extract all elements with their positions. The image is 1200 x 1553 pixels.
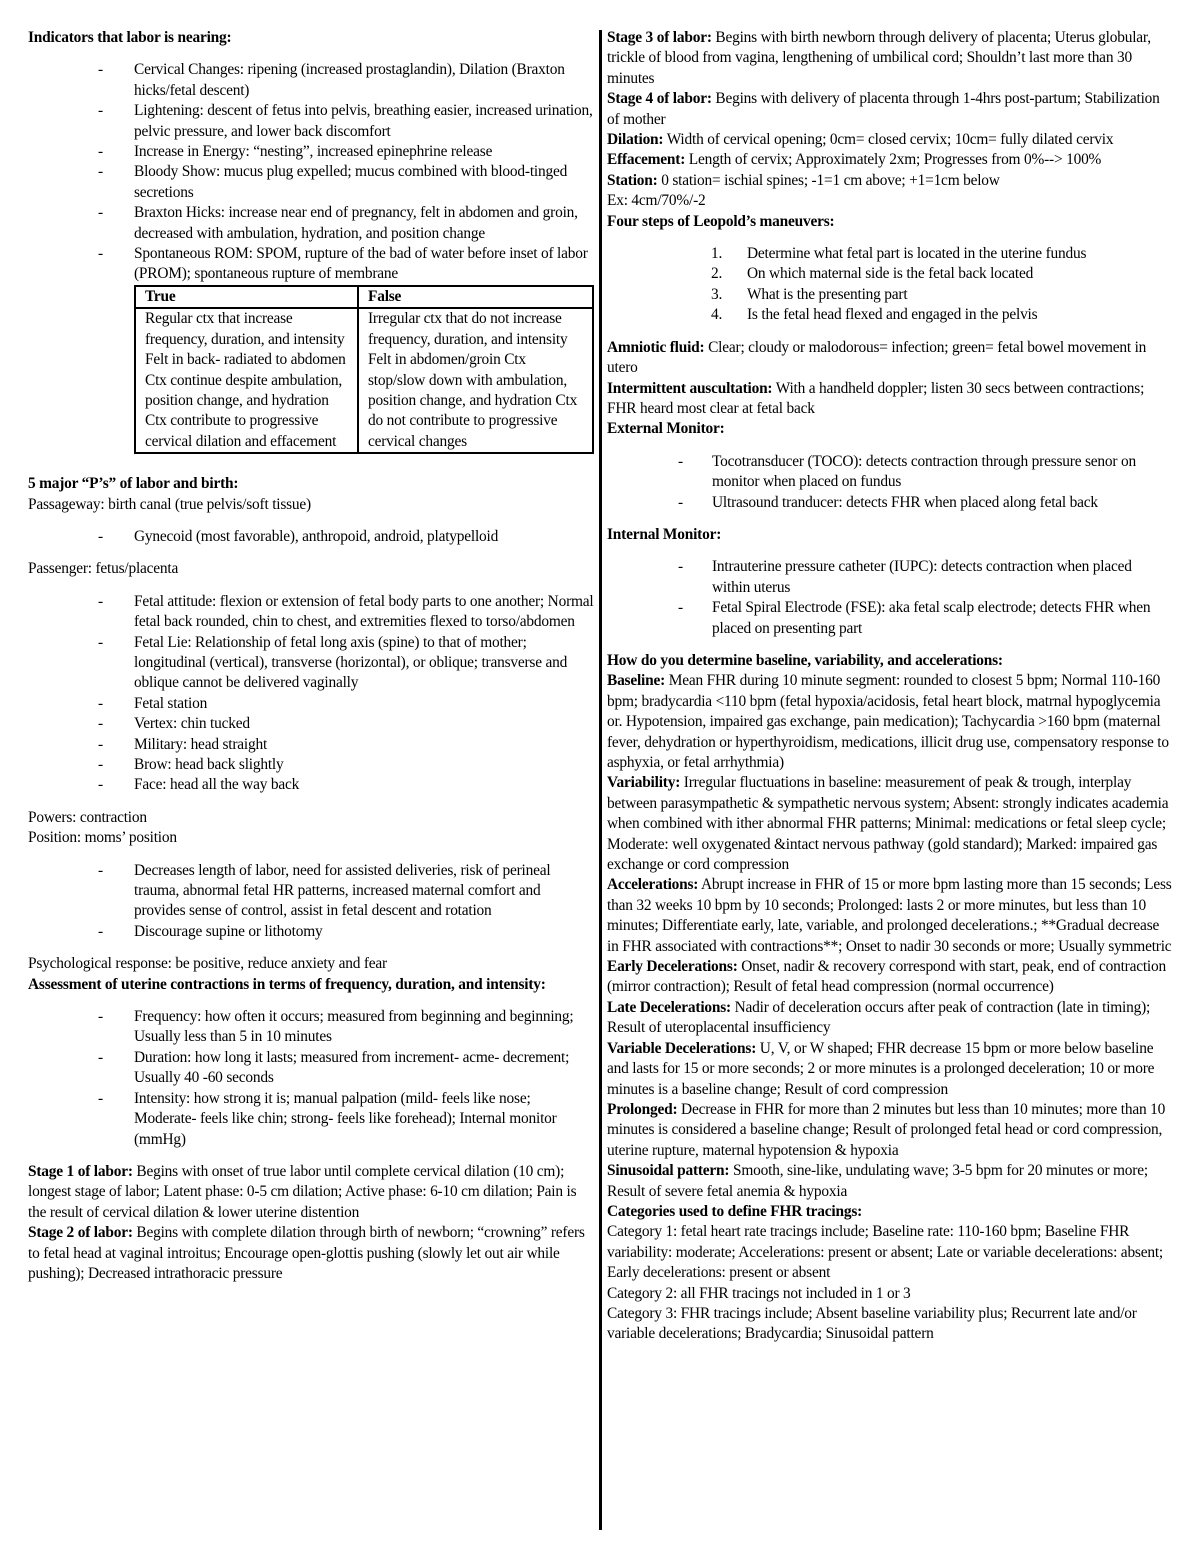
category-2-text: Category 2: all FHR tracings not included in 1 or 3	[607, 1284, 911, 1302]
late-decel-paragraph	[607, 998, 1173, 1039]
stage3-paragraph	[607, 28, 1173, 89]
list-item: - Fetal Spiral Electrode (FSE): aka fetal scalp electrode; detects FHR when placed on presenting part	[607, 598, 1173, 639]
variability-text: Irregular fluctuations in baseline: measurement of peak & trough, interplay between parasympathetic & sympathetic nervous system; Absent: strongly indicates academia when combined with ither abnormal FHR patterns; Minimal: medications or fetal sleep cycle; Moderate: well oxygenated &intact nervous pathway (gold standard); Marked: impaired gas exchange or cord compression	[607, 774, 1169, 874]
list-item: - Fetal station	[28, 694, 595, 714]
list-item: 1. Determine what fetal part is located in the uterine fundus	[711, 245, 1087, 263]
amniotic-text: Clear; cloudy or malodorous= infection; green= fetal bowel movement in utero	[607, 338, 1147, 377]
baseline-label: Baseline:	[607, 672, 666, 690]
stage4-paragraph	[607, 89, 1173, 130]
list-item: 3. What is the presenting part	[711, 285, 908, 303]
list-item: - Bloody Show: mucus plug expelled; mucus combined with blood-tinged secretions	[28, 162, 595, 203]
accelerations-text: Abrupt increase in FHR of 15 or more bpm lasting more than 15 seconds; Less than 32 weeks 10 bpm by 10 seconds; Prolonged: lasts 2 or more minutes, but less than 10 minutes; Differentiate early, late, variable, and prolonged decelerations.; **Gradual decrease in FHR associated with contractions**; Onset to nadir 30 seconds or more; Usually symmetric	[607, 876, 1172, 955]
dilation-text: Width of cervical opening; 0cm= closed cervix; 10cm= fully dilated cervix	[663, 131, 1114, 149]
stage3-label: Stage 3 of labor:	[607, 29, 712, 46]
baseline-paragraph	[607, 671, 1173, 773]
dilation-paragraph	[607, 130, 1173, 150]
stage2-text: Begins with complete dilation through birth of newborn; “crowning” refers to fetal head at vaginal introitus; Encourage open-glottis pushing (slowly let out air while pushing); Decreased intrathoracic pressure	[28, 1224, 585, 1282]
list-item: - Face: head all the way back	[28, 775, 595, 795]
list-item: - Braxton Hicks: increase near end of pregnancy, felt in abdomen and groin, decreased with ambulation, hydration, and position change	[28, 203, 595, 244]
passenger-text: Passenger: fetus/placenta	[28, 560, 179, 578]
dilation-label: Dilation:	[607, 131, 664, 149]
step-text: On which maternal side is the fetal back located	[747, 265, 1034, 283]
variability-label: Variability:	[607, 774, 681, 792]
prolonged-text: Decrease in FHR for more than 2 minutes but less than 10 minutes; more than 10 minutes is considered a baseline change; Result of prolonged fetal head or cord compression, uterine rupture, maternal hypotension & hypoxia	[607, 1100, 1166, 1159]
position-text: Position: moms’ position	[28, 829, 177, 847]
list-item: - Fetal Lie: Relationship of fetal long axis (spine) to that of mother; longitudinal (vertical), transverse (horizontal), or oblique; transverse and oblique cannot be delivered vaginally	[28, 633, 595, 694]
category-3-text: Category 3: FHR tracings include; Absent baseline variability plus; Recurrent late and/or variable decelerations; Bradycardia; Sinusoidal pattern	[607, 1304, 1137, 1343]
prolonged-label: Prolonged:	[607, 1100, 678, 1118]
late-decel-label: Late Decelerations:	[607, 998, 731, 1016]
list-item: - Brow: head back slightly	[28, 755, 595, 775]
list-item: 2. On which maternal side is the fetal back located	[711, 265, 1034, 283]
list-item: - Gynecoid (most favorable), anthropoid, android, platypelloid	[28, 527, 595, 547]
indicators-list	[28, 60, 595, 284]
station-paragraph	[607, 171, 1173, 191]
table-cell-true: Regular ctx that increase frequency, duration, and intensity Felt in back- radiated to abdomen Ctx continue despite ambulation, position change, and hydration Ctx contribute to progressive cervical dilation and effacement	[135, 308, 358, 453]
list-item: - Duration: how long it lasts; measured from increment- acme- decrement; Usually 40 -60 seconds	[28, 1048, 595, 1089]
sinusoidal-label: Sinusoidal pattern:	[607, 1162, 730, 1180]
stage1-paragraph	[28, 1162, 595, 1223]
intermittent-paragraph	[607, 379, 1173, 420]
sinusoidal-paragraph	[607, 1161, 1173, 1202]
five-ps-heading: 5 major “P’s” of labor and birth:	[28, 475, 239, 493]
accelerations-label: Accelerations:	[607, 876, 699, 894]
determine-heading: How do you determine baseline, variability, and accelerations:	[607, 651, 1003, 669]
early-decel-label: Early Decelerations:	[607, 958, 738, 976]
intermittent-label: Intermittent auscultation:	[607, 379, 773, 397]
amniotic-label: Amniotic fluid:	[607, 338, 705, 356]
list-item: - Fetal attitude: flexion or extension of fetal body parts to one another; Normal fetal back rounded, chin to chest, and extremities flexed to torso/abdomen	[28, 592, 595, 633]
psych-text: Psychological response: be positive, reduce anxiety and fear	[28, 955, 387, 973]
list-item: - Military: head straight	[28, 735, 595, 755]
step-text: Determine what fetal part is located in the uterine fundus	[747, 245, 1087, 263]
accelerations-paragraph	[607, 875, 1173, 957]
variability-paragraph	[607, 773, 1173, 875]
step-text: Is the fetal head flexed and engaged in the pelvis	[747, 306, 1038, 324]
list-item: - Decreases length of labor, need for assisted deliveries, risk of perineal trauma, abnormal fetal HR patterns, increased maternal comfort and provides sense of control, assist in fetal descent and rotation	[28, 861, 595, 922]
effacement-paragraph	[607, 150, 1173, 170]
position-list	[28, 861, 595, 943]
passageway-list	[28, 527, 595, 547]
list-item: - Cervical Changes: ripening (increased prostaglandin), Dilation (Braxton hicks/fetal descent)	[28, 60, 595, 101]
left-column	[28, 28, 595, 1284]
stage3-text: Begins with birth newborn through delivery of placenta; Uterus globular, trickle of blood from vagina, lengthening of umbilical cord; Shouldn’t last more than 30 minutes	[607, 29, 1151, 87]
stage4-label: Stage 4 of labor:	[607, 90, 712, 108]
effacement-label: Effacement:	[607, 151, 686, 169]
list-item: - Increase in Energy: “nesting”, increased epinephrine release	[28, 142, 595, 162]
internal-monitor-heading: Internal Monitor:	[607, 525, 722, 543]
effacement-text: Length of cervix; Approximately 2xm; Progresses from 0%--> 100%	[685, 151, 1102, 169]
late-decel-text: Nadir of deceleration occurs after peak of contraction (late in timing); Result of uteroplacental insufficiency	[607, 998, 1151, 1037]
example-text: Ex: 4cm/70%/-2	[607, 192, 706, 210]
internal-monitor-list	[607, 557, 1173, 639]
intermittent-text: With a handheld doppler; listen 30 secs between contractions; FHR heard most clear at fetal back	[607, 379, 1145, 417]
list-item: - Vertex: chin tucked	[28, 714, 595, 734]
variable-decel-label: Variable Decelerations:	[607, 1039, 757, 1057]
table-header-false: False	[358, 286, 593, 308]
early-decel-text: Onset, nadir & recovery correspond with start, peak, end of contraction (mirror contraction); Result of fetal head compression (normal occurrence)	[607, 958, 1166, 996]
passenger-list	[28, 592, 595, 796]
list-item: - Intensity: how strong it is; manual palpation (mild- feels like nose; Moderate- feels like chin; strong- feels like forehead); Internal monitor (mmHg)	[28, 1089, 595, 1150]
true-false-labor-table	[134, 285, 594, 454]
passageway-text: Passageway: birth canal (true pelvis/soft tissue)	[28, 495, 311, 513]
indicators-heading: Indicators that labor is nearing:	[28, 29, 232, 46]
list-item: - Ultrasound tranducer: detects FHR when placed along fetal back	[607, 493, 1173, 513]
early-decel-paragraph	[607, 957, 1173, 998]
right-column	[607, 28, 1173, 1345]
category-1-text: Category 1: fetal heart rate tracings include; Baseline rate: 110-160 bpm; Baseline FHR variability: moderate; Accelerations: present or absent; Late or variable decelerations: absent; Early decelerations: present or absent	[607, 1223, 1164, 1282]
list-item: - Tocotransducer (TOCO): detects contraction through pressure senor on monitor when placed on fundus	[607, 452, 1173, 493]
list-item: - Spontaneous ROM: SPOM, rupture of the bad of water before inset of labor (PROM); spontaneous rupture of membrane	[28, 244, 595, 285]
list-item: - Lightening: descent of fetus into pelvis, breathing easier, increased urination, pelvic pressure, and lower back discomfort	[28, 101, 595, 142]
assessment-list	[28, 1007, 595, 1150]
table-cell-false: Irregular ctx that do not increase frequency, duration, and intensity Felt in abdomen/groin Ctx stop/slow down with ambulation, position change, and hydration Ctx do not contribute to progressive cervical changes	[358, 308, 593, 453]
powers-text: Powers: contraction	[28, 808, 147, 826]
list-item: - Frequency: how often it occurs; measured from beginning and beginning; Usually less than 5 in 10 minutes	[28, 1007, 595, 1048]
station-text: 0 station= ischial spines; -1=1 cm above; +1=1cm below	[657, 171, 1000, 189]
variable-decel-text: U, V, or W shaped; FHR decrease 15 bpm or more below baseline and lasts for 15 or more seconds; 2 or more minutes is a prolonged deceleration; 10 or more minutes is a baseline change; Result of cord compression	[607, 1039, 1155, 1098]
list-item: 4. Is the fetal head flexed and engaged in the pelvis	[711, 306, 1038, 324]
leopold-steps-list	[607, 244, 1173, 326]
stage2-paragraph	[28, 1223, 595, 1284]
categories-heading: Categories used to define FHR tracings:	[607, 1202, 863, 1220]
step-text: What is the presenting part	[747, 285, 908, 303]
assessment-heading: Assessment of uterine contractions in terms of frequency, duration, and intensity:	[28, 975, 546, 993]
table-header-true: True	[135, 286, 358, 308]
stage1-text: Begins with onset of true labor until complete cervical dilation (10 cm); longest stage of labor; Latent phase: 0-5 cm dilation; Active phase: 6-10 cm dilation; Pain is the result of cervical dilation & lower uterine distention	[28, 1162, 577, 1221]
variable-decel-paragraph	[607, 1039, 1173, 1100]
stage1-label: Stage 1 of labor:	[28, 1162, 133, 1180]
stage4-text: Begins with delivery of placenta through 1-4hrs post-partum; Stabilization of mother	[607, 90, 1160, 128]
column-divider	[599, 30, 602, 1530]
baseline-text: Mean FHR during 10 minute segment: rounded to closest 5 bpm; Normal 110-160 bpm; bradycardia <110 bpm (fetal hypoxia/acidosis, fetal heart block, matrnal hypoglycemia or. Hypotension, impaired gas exchange, pain medication); Tachycardia >160 bpm (maternal fever, dehydration or hyperthyroidism, medications, illicit drug use, compensatory response to asphyxia, or fetal arrhythmia)	[607, 672, 1169, 771]
list-item: - Intrauterine pressure catheter (IUPC): detects contraction when placed within uterus	[607, 557, 1173, 598]
stage2-label: Stage 2 of labor:	[28, 1224, 133, 1242]
external-monitor-heading: External Monitor:	[607, 420, 725, 438]
station-label: Station:	[607, 171, 658, 189]
external-monitor-list	[607, 452, 1173, 513]
amniotic-paragraph	[607, 338, 1173, 379]
prolonged-paragraph	[607, 1100, 1173, 1161]
sinusoidal-text: Smooth, sine-like, undulating wave; 3-5 bpm for 20 minutes or more; Result of severe fetal anemia & hypoxia	[607, 1162, 1148, 1200]
list-item: - Discourage supine or lithotomy	[28, 922, 595, 942]
leopold-heading: Four steps of Leopold’s maneuvers:	[607, 212, 835, 230]
